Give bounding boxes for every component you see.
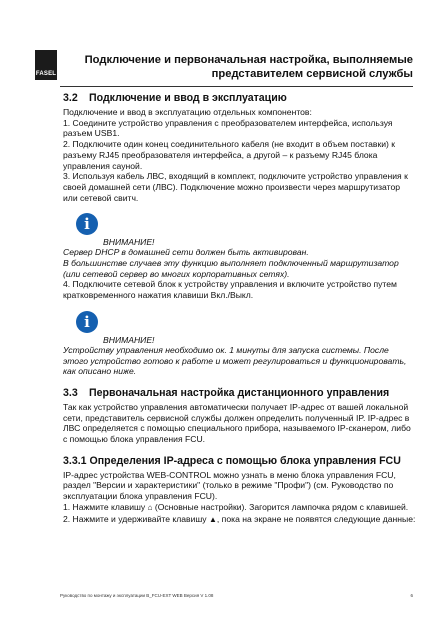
step-1: 1. Соедините устройство управления с преобразователем интерфейса, используя разъем USB1. xyxy=(63,117,393,139)
page-footer xyxy=(60,593,413,598)
step-2-text-a: 2. Нажмите и удерживайте клавишу xyxy=(63,513,207,524)
header-title-line2: представителем сервисной службы xyxy=(211,68,413,80)
step-2-key xyxy=(63,514,416,526)
info-icon: i xyxy=(76,311,98,333)
step-4: 4. Подключите сетевой блок к устройству управления и включите устройство путем кратковременного нажатия клавиши Вкл./Выкл. xyxy=(63,279,397,301)
attention-note-1 xyxy=(63,213,416,247)
fasel-logo xyxy=(35,50,57,80)
step-2: 2. Подключите один конец соединительного кабеля (не входит в объем поставки) к разъему RJ45 преобразователя интерфейса, а другой – к разъему RJ45 блока управления сауной. xyxy=(63,139,396,171)
home-key-icon: ⌂ xyxy=(147,502,153,512)
section-3-3-heading xyxy=(63,387,416,400)
info-icon: i xyxy=(76,213,98,235)
section-title: Первоначальная настройка дистанционного управления xyxy=(89,386,390,399)
step-3: 3. Используя кабель ЛВС, входящий в комплект, подключите устройство управления к своей домашней сети (ЛВС). Подключение можно произвести через маршрутизатор или сетевой свитч. xyxy=(63,171,408,203)
header-title-line1: Подключение и первоначальная настройка, выполняемые xyxy=(84,54,413,66)
note-2-text: Устройству управления необходимо ок. 1 минуты для запуска системы. После этого устройство готово к работе и может регулироваться и функционировать, как описано ниже. xyxy=(63,344,407,377)
note-title: ВНИМАНИЕ! xyxy=(103,237,155,248)
header-divider xyxy=(60,86,413,87)
section-number: 3.2 xyxy=(63,92,78,104)
section-3-3-1-heading: 3.3.1 Определения IP-адреса с помощью блока управления FCU xyxy=(63,454,401,467)
step-2-text-b: , пока на экране не появятся следующие данные: xyxy=(216,513,416,524)
up-arrow-key-icon: ▲ xyxy=(208,514,217,524)
page-header xyxy=(85,53,413,81)
step-1-text-a: 1. Нажмите клавишу xyxy=(63,501,146,512)
step-1-text-b: (Основные настройки). Загорится лампочка рядом с клавишей. xyxy=(154,501,409,512)
section-3-2-heading xyxy=(63,92,416,105)
attention-note-2 xyxy=(63,311,416,345)
section-title: Подключение и ввод в эксплуатацию xyxy=(89,92,287,104)
section-intro: Подключение и ввод в эксплуатацию отдельных компонентов: xyxy=(63,107,312,117)
footer-text: Руководство по монтажу и эксплуатации B_FCU-EXT WEB Версия V 1.08 xyxy=(60,593,214,598)
section-3-3-1-text: IP-адрес устройства WEB-CONTROL можно узнать в меню блока управления FCU, раздел "Версии и характеристики" (только в режиме "Профи") (см. Руководство по эксплуатации блока управления FCU). xyxy=(63,469,396,502)
page-number: 6 xyxy=(410,593,413,598)
logo-text: FASEL xyxy=(35,71,57,77)
note-title: ВНИМАНИЕ! xyxy=(103,334,155,345)
page-content xyxy=(63,92,416,525)
note-1-line-2: В большинстве случаев эту функцию выполняет подключенный маршрутизатор (или сетевой сервер во многих корпоративных сетях). xyxy=(63,258,399,279)
section-3-3-text: Так как устройство управления автоматически получает IP-адрес от вашей локальной сети, представитель сервисной службы должен определить полученный IP. IP-адрес в ЛВС определяется с помощью специального прибора, называемого IP-сканером, либо с помощью блока управления FCU. xyxy=(63,401,411,445)
note-1-line-1: Сервер DHCP в домашней сети должен быть активирован. xyxy=(63,247,309,258)
step-1-key xyxy=(63,502,416,514)
section-number: 3.3 xyxy=(63,386,78,399)
